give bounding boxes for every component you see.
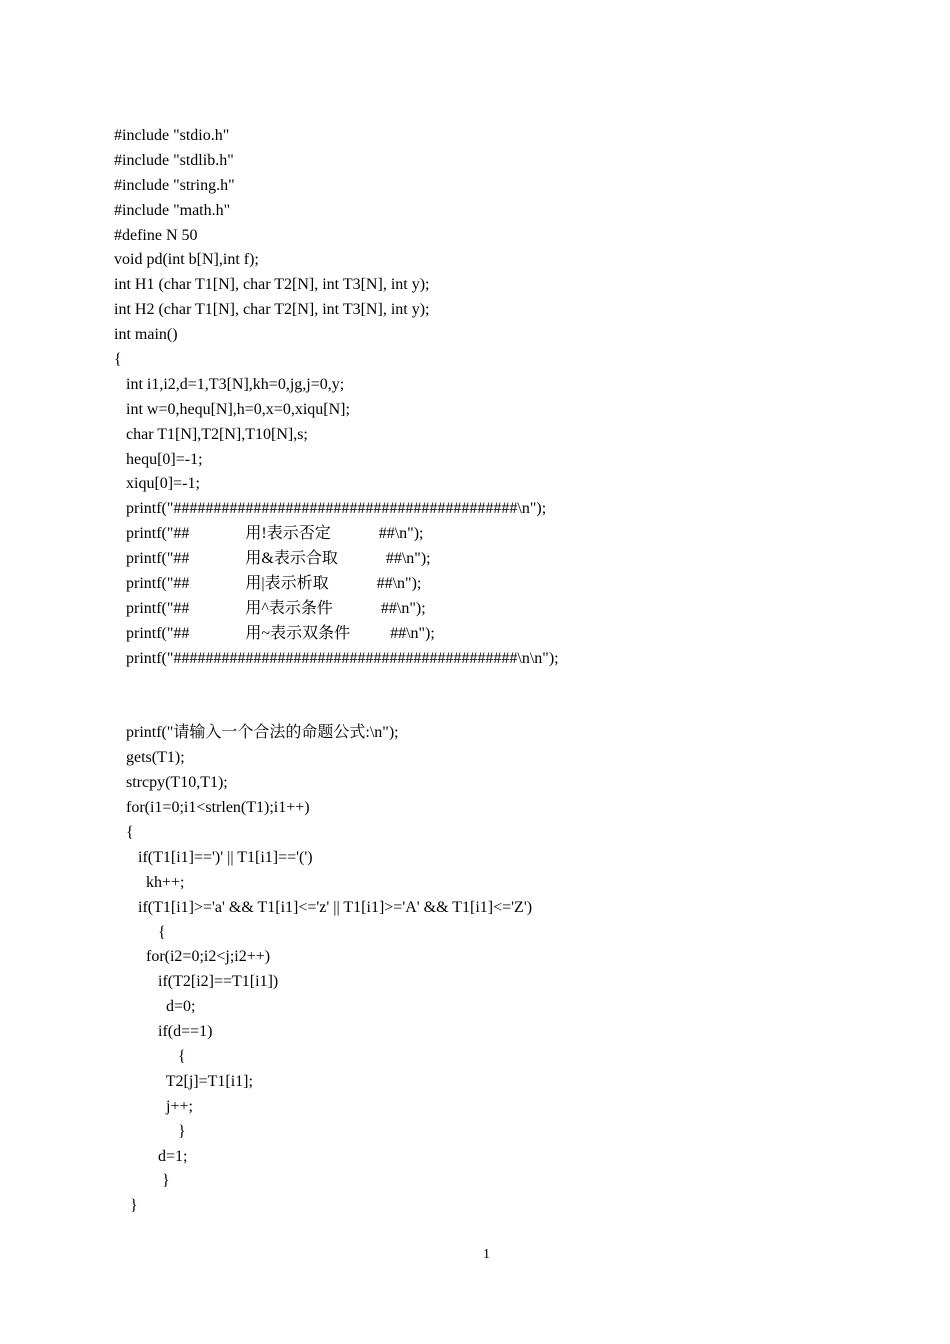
code-line: printf("###########################################\n\n"); [114, 649, 559, 667]
code-line: int main() [114, 326, 178, 344]
code-line: if(d==1) [114, 1023, 213, 1041]
code-line: { [114, 1047, 186, 1065]
code-line: void pd(int b[N],int f); [114, 251, 259, 269]
code-line: gets(T1); [114, 749, 185, 767]
code-line: { [114, 823, 134, 841]
code-line: hequ[0]=-1; [114, 450, 203, 468]
code-line: #include "stdlib.h" [114, 151, 234, 169]
code-line: printf("## 用^表示条件 ##\n"); [114, 599, 426, 617]
code-line [114, 696, 559, 721]
code-line: } [114, 1122, 186, 1140]
code-line: } [114, 1197, 138, 1215]
code-line: char T1[N],T2[N],T10[N],s; [114, 425, 308, 443]
code-line: int H1 (char T1[N], char T2[N], int T3[N], int y); [114, 276, 430, 294]
code-line: { [114, 923, 166, 941]
code-line: d=0; [114, 998, 196, 1016]
code-line: printf("## 用|表示析取 ##\n"); [114, 575, 422, 593]
code-line [114, 672, 559, 697]
code-line: printf("###########################################\n"); [114, 500, 547, 518]
code-line: printf("## 用~表示双条件 ##\n"); [114, 624, 435, 642]
page-number: 1 [483, 1247, 490, 1262]
code-line: if(T1[i1]==')' || T1[i1]=='(') [114, 848, 313, 866]
code-line: int i1,i2,d=1,T3[N],kh=0,jg,j=0,y; [114, 375, 345, 393]
code-line: { [114, 351, 122, 369]
code-line: d=1; [114, 1147, 188, 1165]
code-line: } [114, 1172, 170, 1190]
code-line: if(T2[i2]==T1[i1]) [114, 973, 279, 991]
code-line: printf("## 用!表示否定 ##\n"); [114, 525, 424, 543]
code-listing [114, 124, 559, 1219]
code-line: printf("请输入一个合法的命题公式:\n"); [114, 724, 399, 742]
code-line: kh++; [114, 873, 185, 891]
code-line: int H2 (char T1[N], char T2[N], int T3[N], int y); [114, 301, 430, 319]
code-line: #define N 50 [114, 226, 198, 244]
code-line: #include "math.h" [114, 201, 231, 219]
code-line: printf("## 用&表示合取 ##\n"); [114, 550, 431, 568]
code-line: for(i2=0;i2<j;i2++) [114, 948, 271, 966]
code-line: if(T1[i1]>='a' && T1[i1]<='z' || T1[i1]>='A' && T1[i1]<='Z') [114, 898, 533, 916]
code-line: for(i1=0;i1<strlen(T1);i1++) [114, 799, 310, 817]
code-line: #include "stdio.h" [114, 127, 230, 144]
code-line: T2[j]=T1[i1]; [114, 1072, 253, 1090]
code-line: strcpy(T10,T1); [114, 774, 228, 792]
code-line: xiqu[0]=-1; [114, 475, 200, 493]
code-line: #include "string.h" [114, 176, 235, 194]
code-line: j++; [114, 1097, 193, 1115]
code-line: int w=0,hequ[N],h=0,x=0,xiqu[N]; [114, 400, 350, 418]
